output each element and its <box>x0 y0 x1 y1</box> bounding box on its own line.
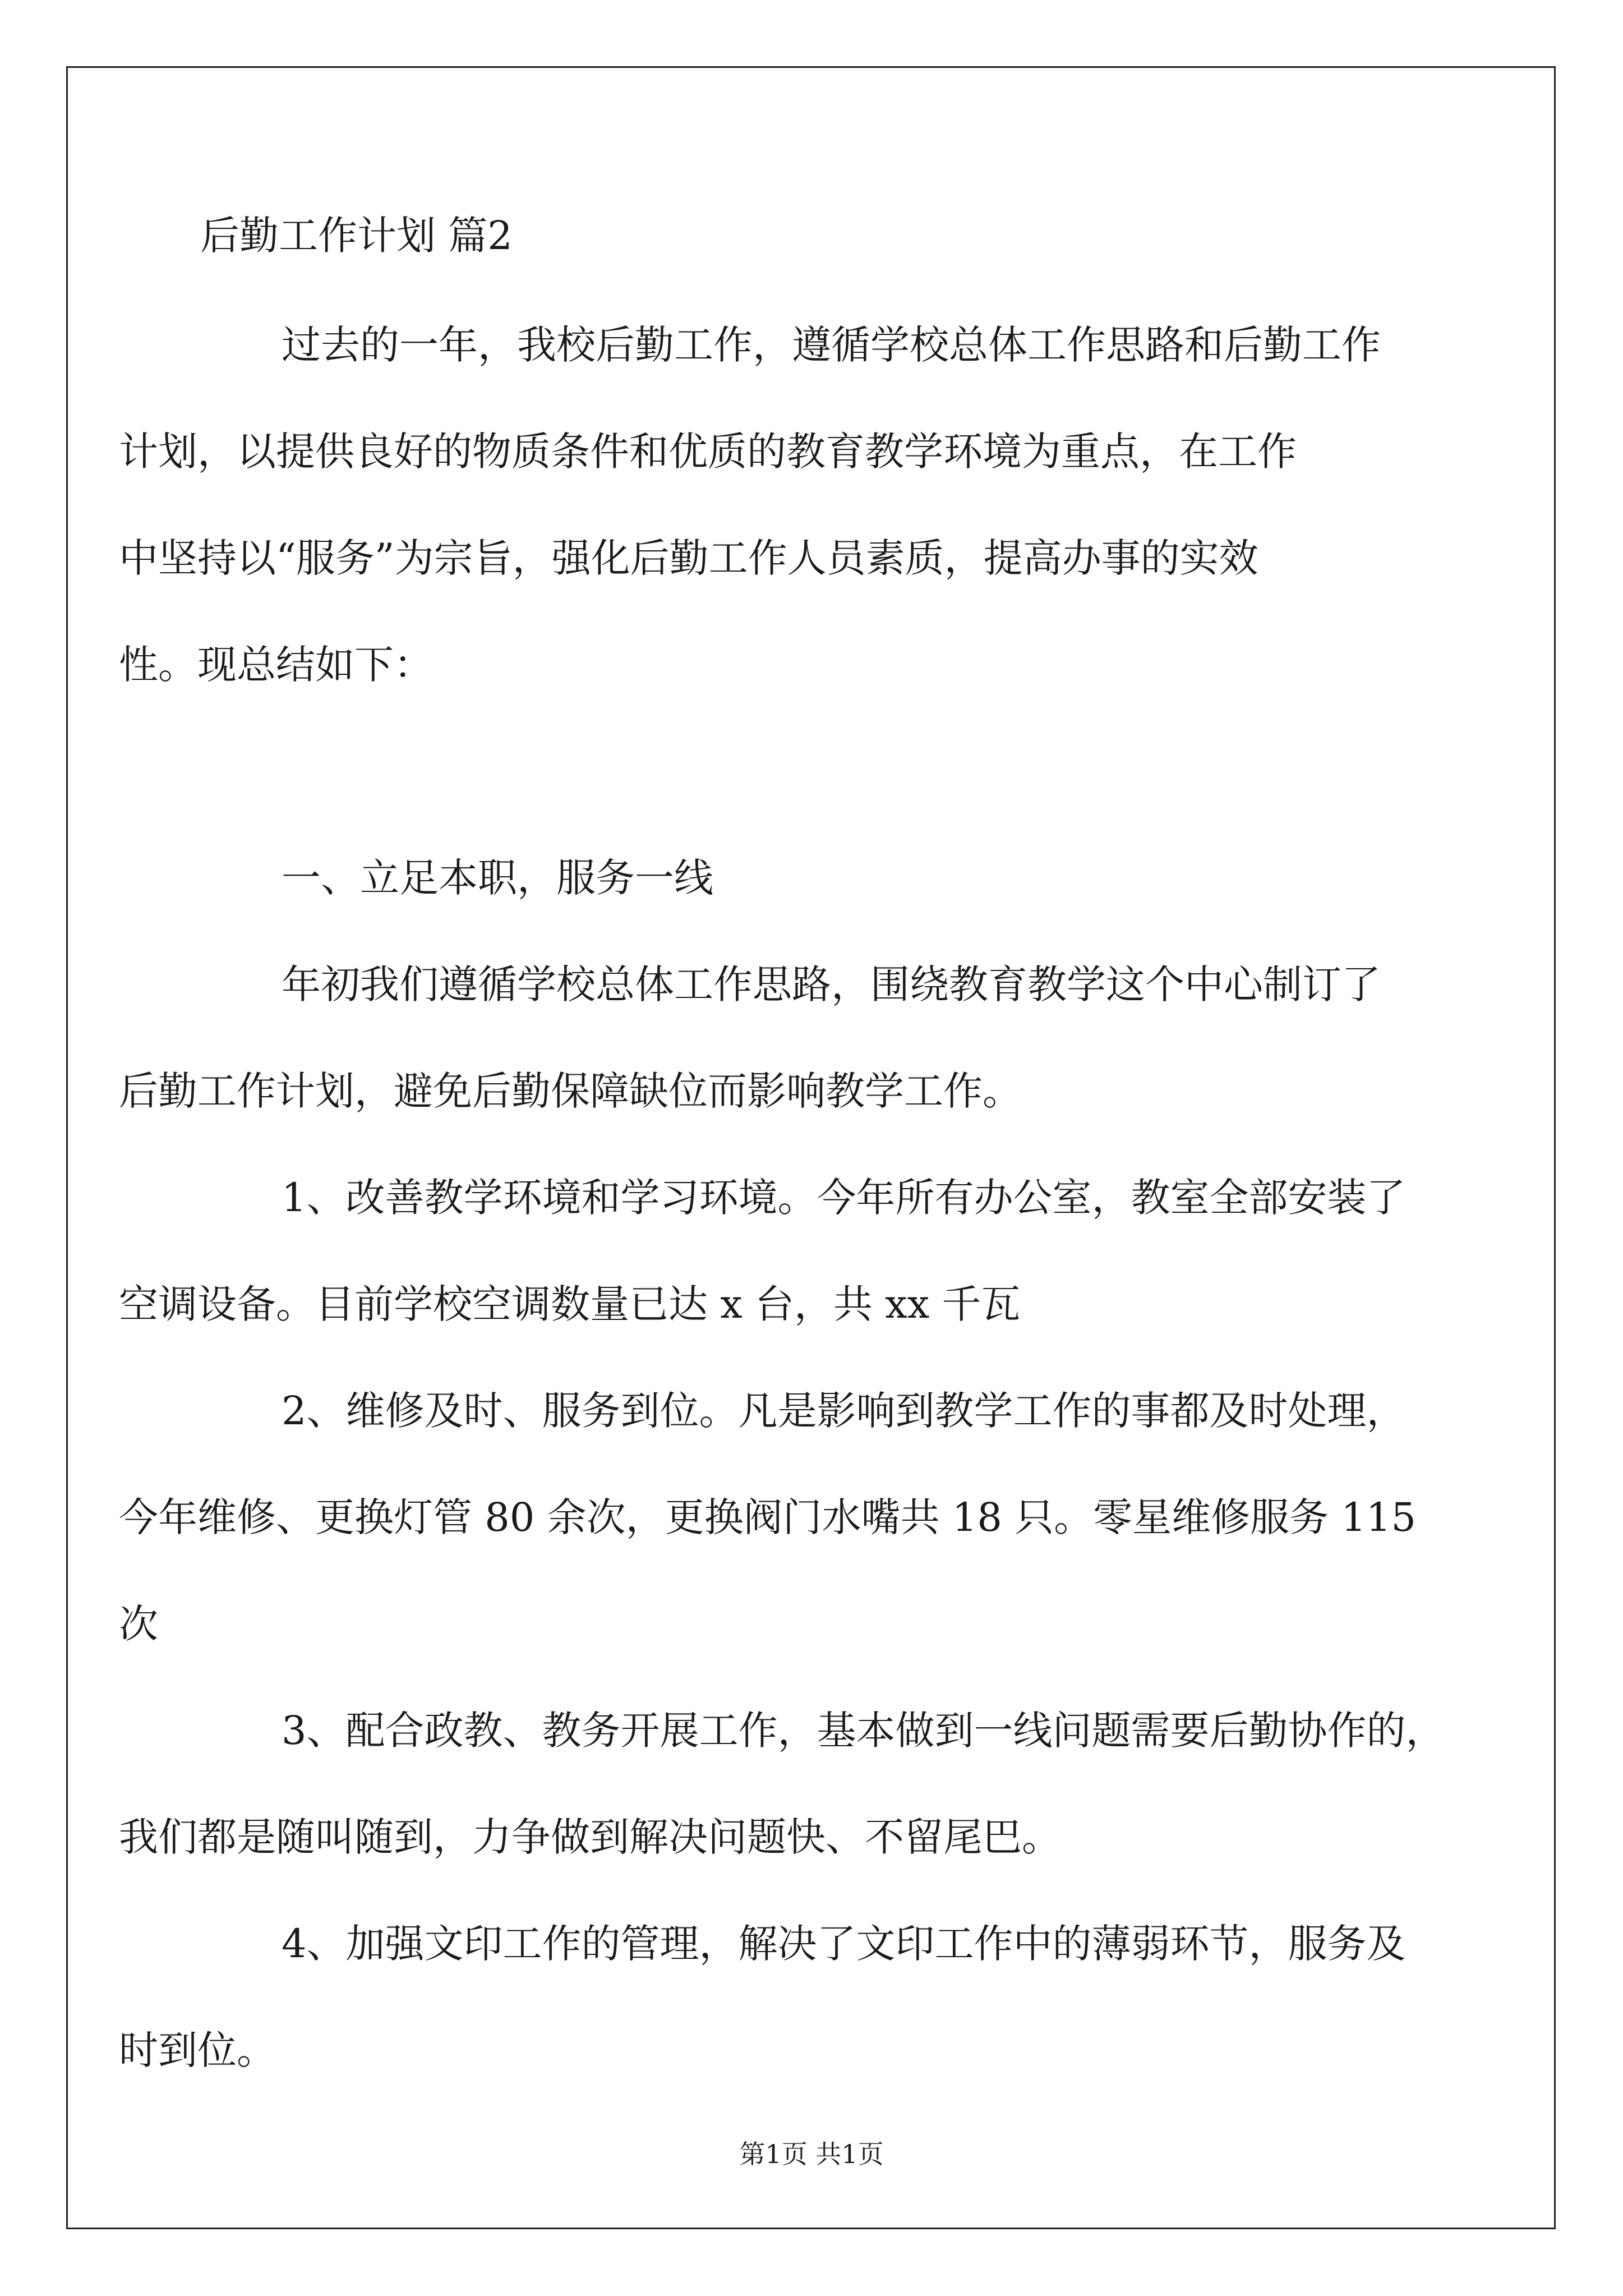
text-line: 年初我们遵循学校总体工作思路，围绕教育教学这个中心制订了 <box>282 961 1381 1007</box>
text-line: 过去的一年，我校后勤工作，遵循学校总体工作思路和后勤工作 <box>282 322 1381 368</box>
page-number-footer: 第1页 共1页 <box>739 2139 884 2169</box>
text-line: 3、配合政教、教务开展工作，基本做到一线问题需要后勤协作的， <box>282 1708 1445 1754</box>
list-item-4 <box>119 1890 1406 2104</box>
list-item-3 <box>119 1677 1445 1890</box>
text-line: 中坚持以“服务”为宗旨，强化后勤工作人员素质，提高办事的实效 <box>119 535 1258 581</box>
text-line: 一、立足本职，服务一线 <box>282 855 713 901</box>
text-line: 后勤工作计划，避免后勤保障缺位而影响教学工作。 <box>119 1068 1022 1114</box>
paragraph-plan <box>119 931 1381 1144</box>
text-line: 2、维修及时、服务到位。凡是影响到教学工作的事都及时处理， <box>282 1388 1406 1434</box>
text-line: 空调设备。目前学校空调数量已达 x 台，共 xx 千瓦 <box>119 1281 1021 1327</box>
document-title: 后勤工作计划 篇2 <box>200 213 513 259</box>
section-heading <box>200 825 713 931</box>
text-line: 1、改善教学环境和学习环境。今年所有办公室，教室全部安装了 <box>282 1175 1406 1221</box>
text-line: 今年维修、更换灯管 80 余次，更换阀门水嘴共 18 只。零星维修服务 115 <box>119 1494 1417 1540</box>
paragraph-intro <box>119 292 1381 718</box>
text-line: 性。现总结如下： <box>119 642 433 688</box>
list-item-1 <box>119 1144 1406 1358</box>
text-line: 我们都是随叫随到，力争做到解决问题快、不留尾巴。 <box>119 1814 1061 1860</box>
list-item-2 <box>119 1358 1417 1677</box>
text-line: 时到位。 <box>119 2027 276 2073</box>
text-line: 计划，以提供良好的物质条件和优质的教育教学环境为重点，在工作 <box>119 429 1297 475</box>
text-line: 次 <box>119 1601 158 1647</box>
text-line: 4、加强文印工作的管理，解决了文印工作中的薄弱环节，服务及 <box>282 1921 1406 1967</box>
